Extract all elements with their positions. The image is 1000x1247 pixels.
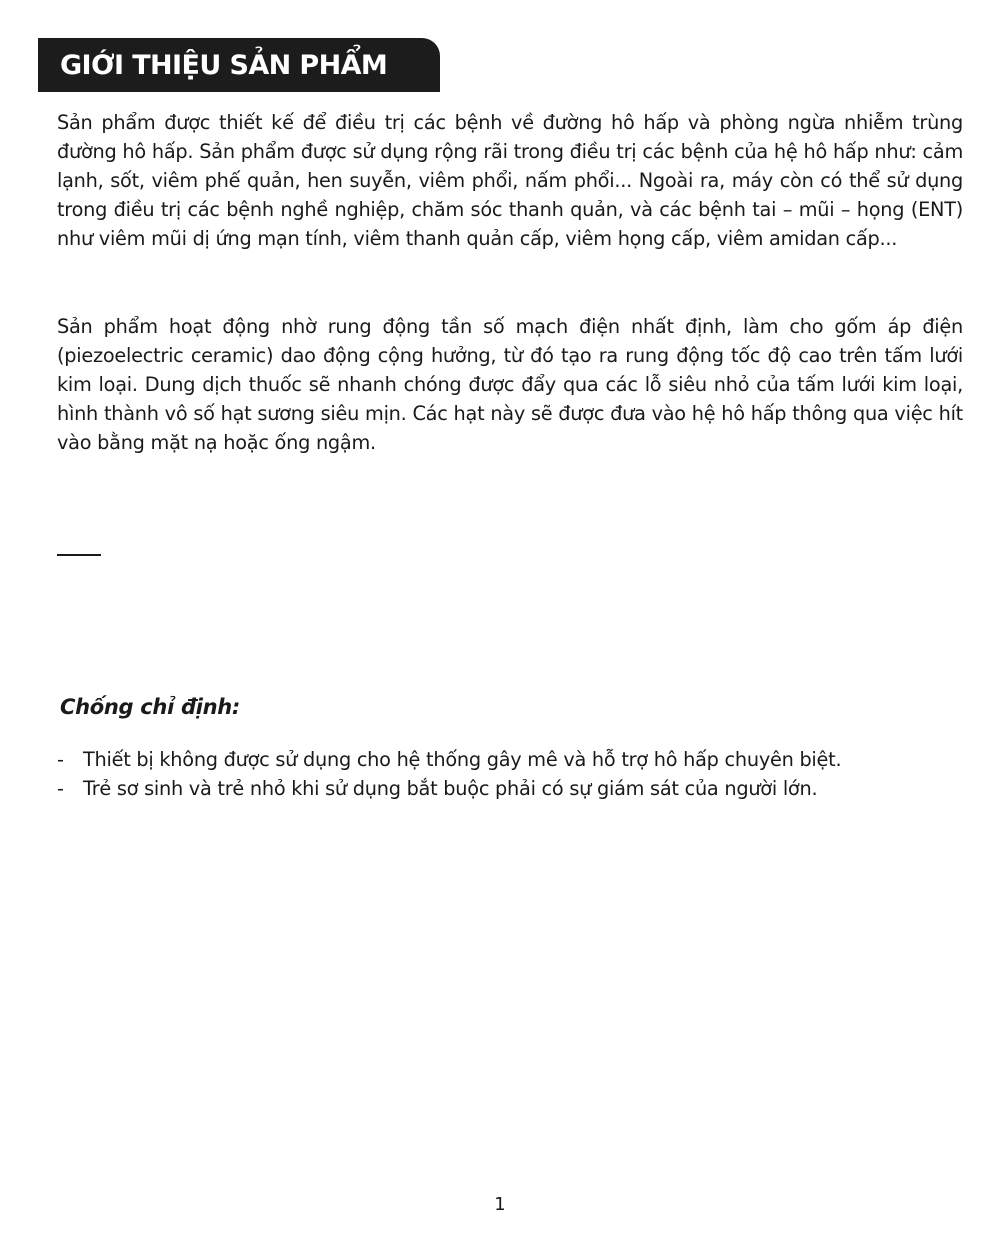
list-item-text: Thiết bị không được sử dụng cho hệ thống gây mê và hỗ trợ hô hấp chuyên biệt. bbox=[83, 748, 842, 771]
list-item-text: Trẻ sơ sinh và trẻ nhỏ khi sử dụng bắt buộc phải có sự giám sát của người lớn. bbox=[83, 777, 818, 800]
contraindications-heading: Chống chỉ định: bbox=[60, 695, 241, 719]
contraindications-list bbox=[57, 745, 977, 803]
intro-paragraph-1: Sản phẩm được thiết kế để điều trị các bệnh về đường hô hấp và phòng ngừa nhiễm trùng đường hô hấp. Sản phẩm được sử dụng rộng rãi trong điều trị các bệnh của hệ hô hấp như: cảm lạnh, sốt, viêm phế quản, hen suyễn, viêm phổi, nấm phổi... Ngoài ra, máy còn có thể sử dụng trong điều trị các bệnh nghề nghiệp, chăm sóc thanh quản, và các bệnh tai – mũi – họng (ENT) như viêm mũi dị ứng mạn tính, viêm thanh quản cấp, viêm họng cấp, viêm amidan cấp... bbox=[57, 111, 963, 250]
section-title-banner bbox=[38, 38, 440, 92]
intro-paragraph-2: Sản phẩm hoạt động nhờ rung động tần số mạch điện nhất định, làm cho gốm áp điện (piezoelectric ceramic) dao động cộng hưởng, từ đó tạo ra rung động tốc độ cao trên tấm lưới kim loại. Dung dịch thuốc sẽ nhanh chóng được đẩy qua các lỗ siêu nhỏ của tấm lưới kim loại, hình thành vô số hạt sương siêu mịn. Các hạt này sẽ được đưa vào hệ hô hấp thông qua việc hít vào bằng mặt nạ hoặc ống ngậm. bbox=[57, 315, 963, 454]
page-number: 1 bbox=[494, 1194, 506, 1215]
list-item bbox=[57, 745, 977, 774]
divider-line bbox=[57, 554, 101, 556]
bullet-marker: - bbox=[57, 777, 64, 800]
section-title: GIỚI THIỆU SẢN PHẨM bbox=[60, 49, 388, 81]
list-item bbox=[57, 774, 977, 803]
bullet-marker: - bbox=[57, 748, 64, 771]
